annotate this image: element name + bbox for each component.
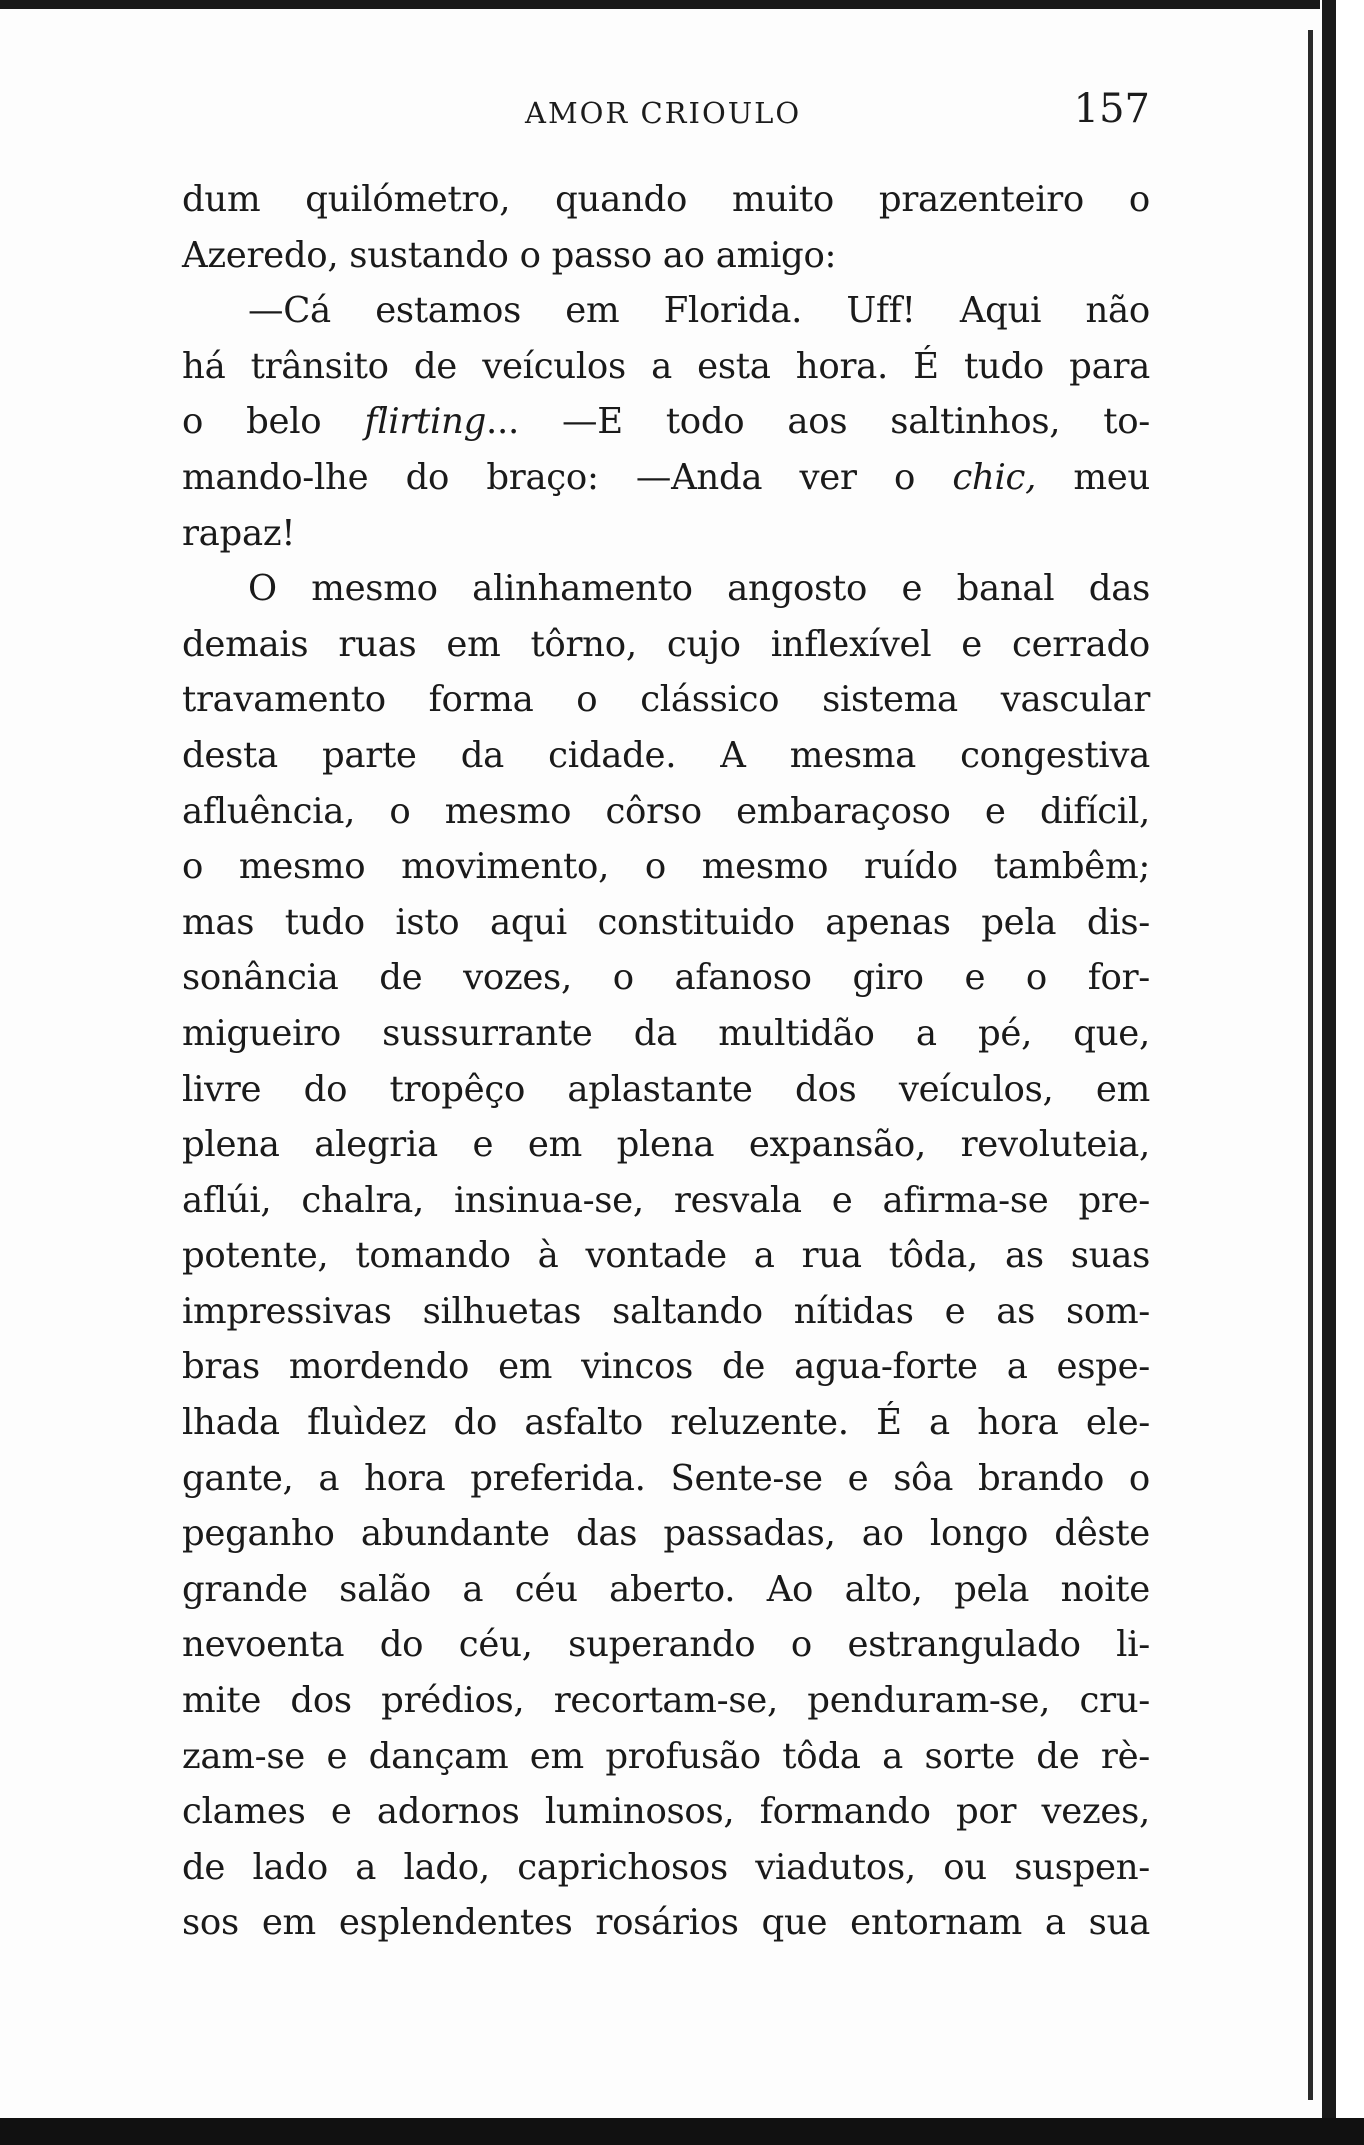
text-segment: o belo xyxy=(182,401,365,443)
text-line: livre do tropêço aplastante dos veículos, em xyxy=(182,1068,1150,1110)
text-line: rapaz! xyxy=(182,512,296,554)
text-line: peganho abundante das passadas, ao longo dêste xyxy=(182,1513,1150,1555)
page-header xyxy=(180,86,1150,136)
text-line: mite dos prédios, recortam-se, penduram-se, cru- xyxy=(182,1680,1150,1722)
text-line: desta parte da cidade. A mesma congestiva xyxy=(182,734,1150,776)
text-line: O mesmo alinhamento angosto e banal das xyxy=(248,568,1150,610)
text-line: potente, tomando à vontade a rua tôda, as suas xyxy=(182,1235,1150,1277)
text-line: lhada fluìdez do asfalto reluzente. É a hora ele- xyxy=(182,1402,1150,1444)
running-head: AMOR CRIOULO xyxy=(525,96,802,130)
text-line: sonância de vozes, o afanoso giro e o for- xyxy=(182,957,1150,999)
text-line: plena alegria e em plena expansão, revoluteia, xyxy=(182,1124,1150,1166)
text-line: sos em esplendentes rosários que entornam a sua xyxy=(182,1902,1150,1944)
text-segment: ... —E todo aos saltinhos, to- xyxy=(486,401,1150,443)
text-line: zam-se e dançam em profusão tôda a sorte de rè- xyxy=(182,1735,1150,1777)
text-line: aflúi, chalra, insinua-se, resvala e afirma-se pre- xyxy=(182,1179,1150,1221)
text-line: migueiro sussurrante da multidão a pé, que, xyxy=(182,1012,1150,1054)
text-line: clames e adornos luminosos, formando por vezes, xyxy=(182,1791,1150,1833)
text-line xyxy=(182,450,1150,506)
text-line: —Cá estamos em Florida. Uff! Aqui não xyxy=(248,290,1150,332)
text-line: grande salão a céu aberto. Ao alto, pela noite xyxy=(182,1568,1150,1610)
scan-edge-right-inner xyxy=(1308,30,1313,2100)
text-line xyxy=(182,394,1150,450)
text-line: afluência, o mesmo côrso embaraçoso e difícil, xyxy=(182,790,1150,832)
scan-edge-top xyxy=(0,0,1320,9)
body-text xyxy=(182,172,1150,1951)
text-line: demais ruas em tôrno, cujo inflexível e cerrado xyxy=(182,623,1150,665)
text-line: mas tudo isto aqui constituido apenas pela dis- xyxy=(182,901,1150,943)
text-line: nevoenta do céu, superando o estrangulado li- xyxy=(182,1624,1150,1666)
text-line: impressivas silhuetas saltando nítidas e as som- xyxy=(182,1290,1150,1332)
text-line: há trânsito de veículos a esta hora. É tudo para xyxy=(182,345,1150,387)
text-line: dum quilómetro, quando muito prazenteiro o xyxy=(182,179,1150,220)
text-line: o mesmo movimento, o mesmo ruído tambêm; xyxy=(182,846,1150,888)
text-line: bras mordendo em vincos de agua-forte a espe- xyxy=(182,1346,1150,1388)
text-line: travamento forma o clássico sistema vascular xyxy=(182,679,1150,721)
text-line: de lado a lado, caprichosos viadutos, ou suspen- xyxy=(182,1846,1150,1888)
scan-edge-bottom xyxy=(0,2118,1364,2145)
page-number: 157 xyxy=(1073,86,1150,132)
text-segment: meu xyxy=(1036,456,1150,498)
text-segment: mando-lhe do braço: —Anda ver o xyxy=(182,456,953,498)
text-line: Azeredo, sustando o passo ao amigo: xyxy=(182,234,837,276)
italic-word: flirting xyxy=(364,401,487,443)
text-line: gante, a hora preferida. Sente-se e sôa brando o xyxy=(182,1457,1150,1499)
italic-word: chic, xyxy=(952,456,1037,498)
scan-edge-right xyxy=(1322,0,1364,2145)
